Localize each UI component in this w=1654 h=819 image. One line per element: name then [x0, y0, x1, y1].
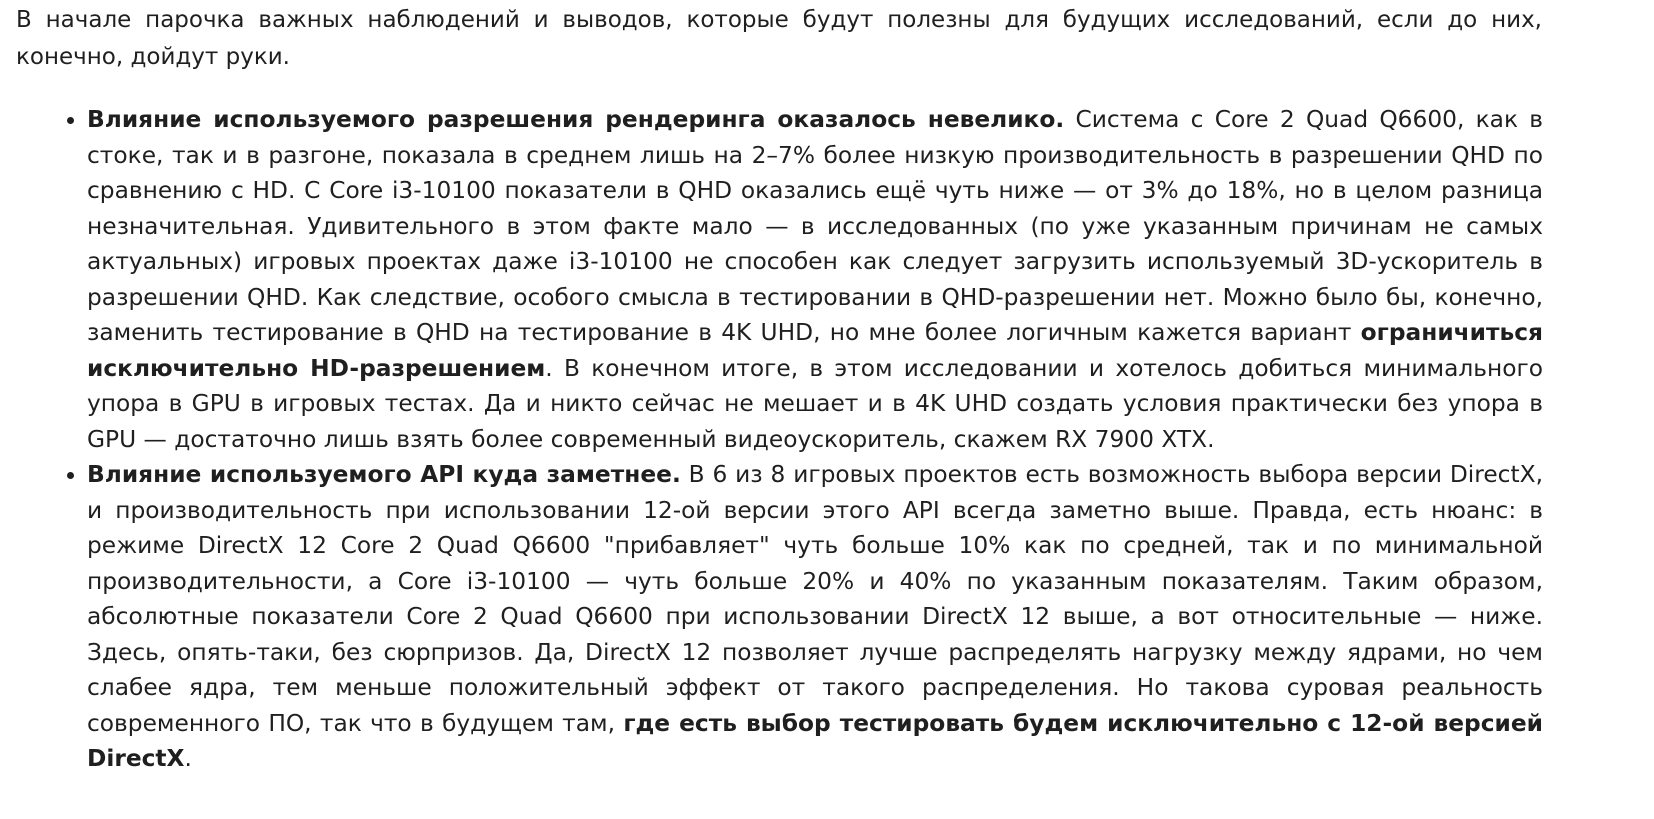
finding-text-end: .	[184, 745, 192, 772]
finding-lead: Влияние используемого разрешения рендеринга оказалось невелико.	[87, 106, 1065, 133]
finding-emphasis: ограничиться исключительно HD-разрешением	[87, 319, 1543, 382]
article-body	[16, 0, 1556, 777]
finding-resolution	[87, 102, 1543, 457]
finding-api	[87, 457, 1543, 777]
finding-text: В 6 из 8 игровых проектов есть возможность выбора версии DirectX, и производительность при использовании 12-ой версии этого API всегда заметно выше. Правда, есть нюанс: в режиме DirectX 12 Core 2 Quad Q6600 "прибавляет" чуть больше 10% как по средней, так и по минимальной производительности, а Core i3-10100 — чуть больше 20% и 40% по указанным показателям. Таким образом, абсолютные показатели Core 2 Quad Q6600 при использовании DirectX 12 выше, а вот относительные — ниже. Здесь, опять-таки, без сюрпризов. Да, DirectX 12 позволяет лучше распределять нагрузку между ядрами, но чем слабее ядра, тем меньше положительный эффект от такого распределения. Но такова суровая реальность современного ПО, так что в будущем там,	[87, 461, 1543, 737]
finding-emphasis: где есть выбор тестировать будем исключительно с 12-ой версией DirectX	[87, 709, 1543, 772]
intro-paragraph: В начале парочка важных наблюдений и выводов, которые будут полезны для будущих исследований, если до них, конечно, дойдут руки.	[16, 7, 1542, 70]
finding-text: Система с Core 2 Quad Q6600, как в стоке, так и в разгоне, показала в среднем лишь на 2–7% более низкую производительность в разрешении QHD по сравнению с HD. С Core i3-10100 показатели в QHD оказались ещё чуть ниже — от 3% до 18%, но в целом разница незначительная. Удивительного в этом факте мало — в исследованных (по уже указанным причинам не самых актуальных) игровых проектах даже i3-10100 не способен как следует загрузить используемый 3D-ускоритель в разрешении QHD. Как следствие, особого смысла в тестировании в QHD-разрешении нет. Можно было бы, конечно, заменить тестирование в QHD на тестирование в 4K UHD, но мне более логичным кажется вариант	[87, 106, 1544, 346]
findings-list	[16, 102, 1543, 777]
finding-text-end: . В конечном итоге, в этом исследовании и хотелось добиться минимального упора в GPU в игровых тестах. Да и никто сейчас не мешает и в 4K UHD создать условия практически без упора в GPU — достаточно лишь взять более современный видеоускоритель, скажем RX 7900 XTX.	[87, 354, 1543, 453]
finding-lead: Влияние используемого API куда заметнее.	[87, 461, 681, 488]
